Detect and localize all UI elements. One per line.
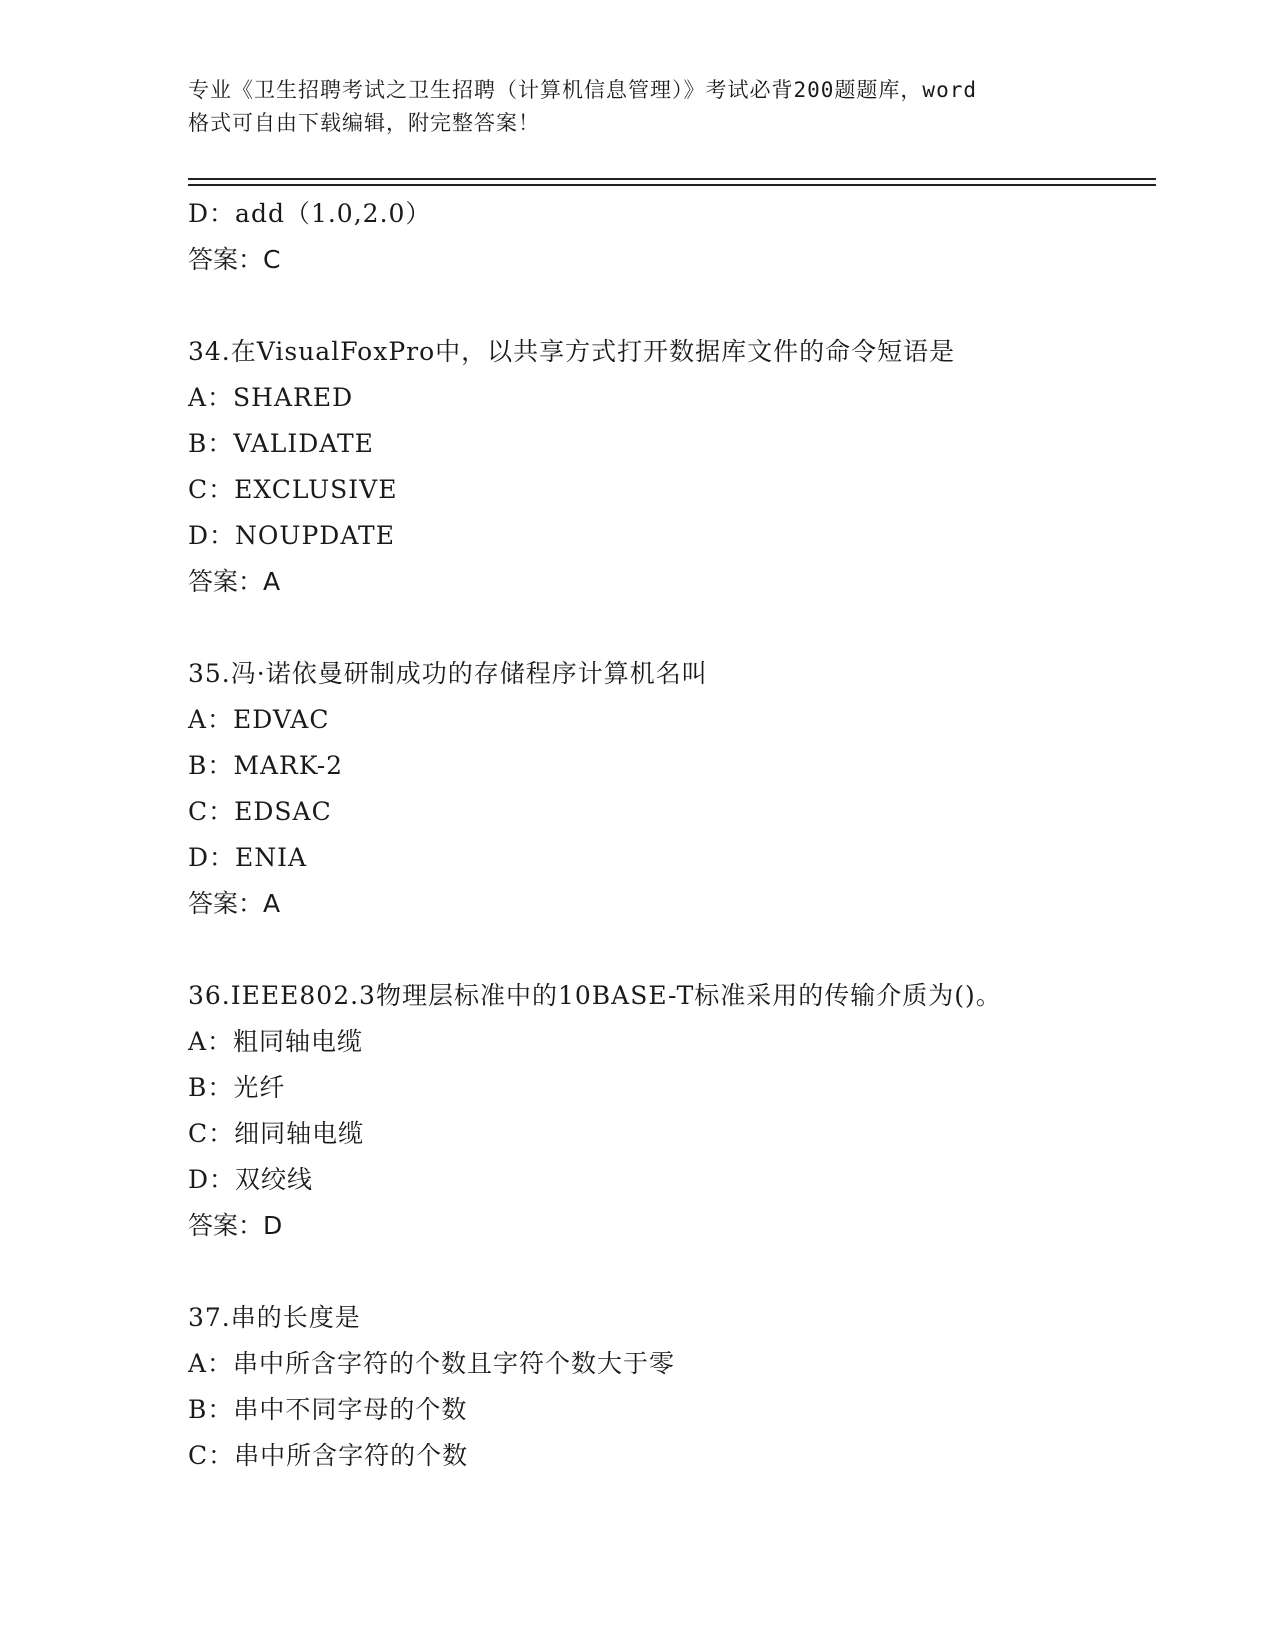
answer: 答案：A [188,889,281,918]
option-d: D：双绞线 [188,1165,314,1194]
header-divider-top [188,178,1156,180]
question-content [188,191,1156,1479]
header-line-2: 格式可自由下载编辑，附完整答案！ [188,111,540,135]
question-text: 35.冯·诺依曼研制成功的存储程序计算机名叫 [188,659,708,688]
document-header [188,74,1088,140]
option-d: D：ENIA [188,843,308,872]
option-c: C：细同轴电缆 [188,1119,365,1148]
question-37 [188,1295,1156,1479]
option-b: B：串中不同字母的个数 [188,1395,468,1424]
option-b: B：VALIDATE [188,429,374,458]
question-36 [188,973,1156,1249]
option-a: A：SHARED [188,383,354,412]
option-a: A：串中所含字符的个数且字符个数大于零 [188,1349,676,1378]
option-a: A：粗同轴电缆 [188,1027,364,1056]
option-c: C：EDSAC [188,797,332,826]
question-34 [188,329,1156,605]
question-35 [188,651,1156,927]
header-line-1: 专业《卫生招聘考试之卫生招聘（计算机信息管理）》考试必背200题题库，word [188,78,977,102]
answer: 答案：A [188,567,281,596]
option-b: B：MARK-2 [188,751,344,780]
prev-option-d: D：add（1.0,2.0） [188,199,432,228]
question-text: 37.串的长度是 [188,1303,361,1332]
option-b: B：光纤 [188,1073,286,1102]
option-d: D：NOUPDATE [188,521,395,550]
question-text: 36.IEEE802.3物理层标准中的10BASE-T标准采用的传输介质为()。 [188,981,1002,1010]
answer: 答案：D [188,1211,283,1240]
option-a: A：EDVAC [188,705,330,734]
option-c: C：串中所含字符的个数 [188,1441,469,1470]
header-divider-bottom [188,184,1156,186]
option-c: C：EXCLUSIVE [188,475,398,504]
prev-answer: 答案：C [188,245,281,274]
question-text: 34.在VisualFoxPro中，以共享方式打开数据库文件的命令短语是 [188,337,956,366]
